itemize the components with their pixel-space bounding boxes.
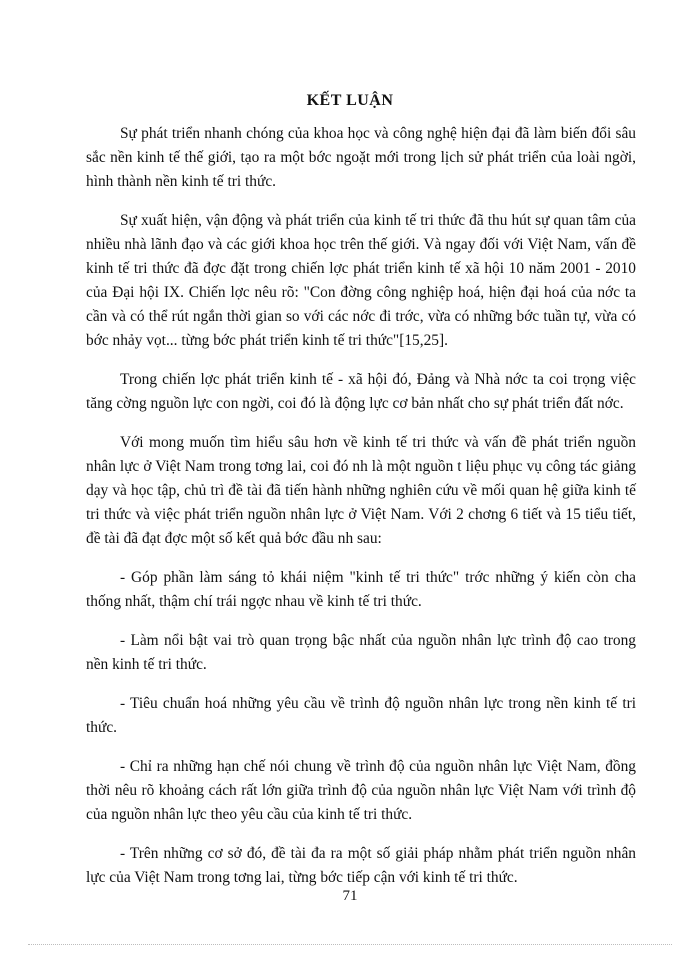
body-text — [86, 122, 636, 905]
result-item-2: - Làm nổi bật vai trò quan trọng bậc nhất của nguồn nhân lực trình độ cao trong nền kinh tế tri thức. — [86, 632, 636, 673]
paragraph-2: Sự xuất hiện, vận động và phát triển của kinh tế tri thức đã thu hút sự quan tâm của nhiều nhà lãnh đạo và các giới khoa học trên thế giới. Và ngay đối với Việt Nam, vấn đề kinh tế tri thức đã đợc đặt trong chiến lợc phát triển kinh tế xã hội 10 năm 2001 - 2010 của Đại hội IX. Chiến lợc nêu rõ: "Con đờng công nghiệp hoá, hiện đại hoá của nớc ta cần và có thể rút ngắn thời gian so với các nớc đi trớc, vừa có những bớc tuần tự, vừa có bớc nhảy vọt... từng bớc phát triển kinh tế tri thức"[15,25]. — [86, 212, 636, 349]
result-item-5: - Trên những cơ sở đó, đề tài đa ra một số giải pháp nhằm phát triển nguồn nhân lực của Việt Nam trong tơng lai, từng bớc tiếp cận với kinh tế tri thức. — [86, 845, 636, 886]
paragraph-3: Trong chiến lợc phát triển kinh tế - xã hội đó, Đảng và Nhà nớc ta coi trọng việc tăng cờng nguồn lực con ngời, coi đó là động lực cơ bản nhất cho sự phát triển đất nớc. — [86, 371, 636, 412]
result-item-3: - Tiêu chuẩn hoá những yêu cầu về trình độ nguồn nhân lực trong nền kinh tế tri thức. — [86, 695, 636, 736]
page-bottom-divider — [28, 944, 672, 945]
paragraph-1: Sự phát triển nhanh chóng của khoa học và công nghệ hiện đại đã làm biến đổi sâu sắc nền kinh tế thế giới, tạo ra một bớc ngoặt mới trong lịch sử phát triển của loài ngời, hình thành nền kinh tế tri thức. — [86, 125, 636, 190]
page-title: KẾT LUẬN — [306, 92, 394, 109]
result-item-1: - Góp phần làm sáng tỏ khái niệm "kinh tế tri thức" trớc những ý kiến còn cha thống nhất, thậm chí trái ngợc nhau về kinh tế tri thức. — [86, 569, 636, 610]
page-number: 71 — [342, 888, 358, 904]
paragraph-4: Với mong muốn tìm hiểu sâu hơn về kinh tế tri thức và vấn đề phát triển nguồn nhân lực ở Việt Nam trong tơng lai, coi đó nh là một nguồn t liệu phục vụ công tác giảng dạy và học tập, chủ trì đề tài đã tiến hành những nghiên cứu về mối quan hệ giữa kinh tế tri thức và việc phát triển nguồn nhân lực ở Việt Nam. Với 2 chơng 6 tiết và 15 tiểu tiết, đề tài đã đạt đợc một số kết quả bớc đầu nh sau: — [86, 434, 636, 547]
result-item-4: - Chỉ ra những hạn chế nói chung về trình độ của nguồn nhân lực Việt Nam, đồng thời nêu rõ khoảng cách rất lớn giữa trình độ của nguồn nhân lực Việt Nam với trình độ của nguồn nhân lực theo yêu cầu của kinh tế tri thức. — [86, 758, 636, 823]
